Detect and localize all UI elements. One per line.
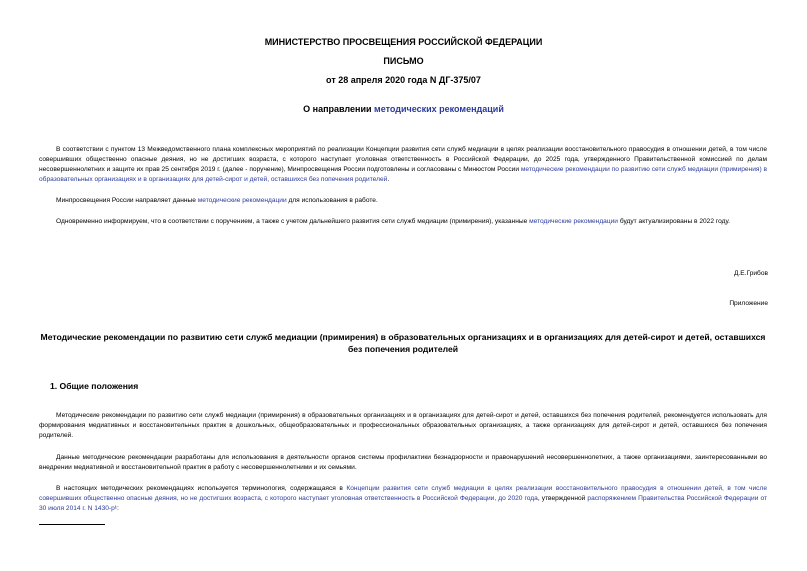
letter-paragraph-2	[39, 196, 767, 206]
rec-p3-mid: , утвержденной	[537, 495, 588, 502]
section-1-title: 1. Общие положения	[50, 381, 139, 391]
letter-paragraph-3	[39, 217, 767, 227]
letter-p3-end: будут актуализированы в 2022 году.	[617, 218, 730, 225]
letter-p1-text: В соответствии с пунктом 13 Межведомственного плана комплексных мероприятий по реализации Концепции развития сети служб медиации в целях реализации восстановительного правосудия в отношении детей, в том числе совершивших общественно опасные деяния, но не достигших возраста, с которого наступает уголовная ответственность в Российской Федерации, до 2025 года, утвержденного Правительственной комиссией по делам несовершеннолетних и защите их прав 25 сентября 2019 г. (далее - поручение), Минпросвещения России подготовлены и согласованы с Минюстом России	[39, 146, 767, 173]
recommendations-paragraph-3	[39, 484, 767, 514]
rec-p3-end: ¹:	[114, 505, 119, 512]
rec-p3-text: В настоящих методических рекомендациях используется терминология, содержащаяся в	[56, 485, 347, 492]
letter-p1-link[interactable]: методические рекомендации по развитию сети служб медиации (примирения) в образовательных организациях и в организациях для детей-сирот и детей, оставшихся без попечения родителей	[39, 166, 767, 183]
recommendations-title: Методические рекомендации по развитию сети служб медиации (примирения) в образовательных организациях и в организациях для детей-сирот и детей, оставшихся без попечения родителей	[40, 332, 766, 354]
letter-p3-text: Одновременно информируем, что в соответствии с поручением, а также с учетом дальнейшего развития сети служб медиации (примирения), указанные	[56, 218, 530, 225]
concept-link[interactable]: Концепции развития сети служб медиации в целях реализации восстановительного правосудия в отношении детей, в том числе совершивших общественно опасные деяния, но не достигших возраста, с которого наступает уголовная ответственность в Российской Федерации, до 2020 года	[39, 485, 767, 502]
government-order-link[interactable]: распоряжением Правительства Российской Федерации от 30 июля 2014 г. N 1430-р	[39, 495, 767, 512]
letter-p2-link[interactable]: методические рекомендации	[197, 197, 287, 204]
footnote-divider	[39, 524, 105, 525]
appendix-label: Приложение	[729, 300, 768, 307]
letter-p2-text: Минпросвещения России направляет данные	[56, 197, 198, 204]
document-subject	[0, 104, 807, 114]
recommendations-paragraph-1: Методические рекомендации по развитию сети служб медиации (примирения) в образовательных организациях и в организациях для детей-сирот и детей, оставшихся без попечения родителей, рекомендуется использовать для формирования медиативных и восстановительных практик в дошкольных, общеобразовательных и профессиональных образовательных организациях, а также организациях для детей-сирот и детей, оставшихся без попечения родителей.	[39, 412, 767, 439]
letter-paragraph-1	[39, 145, 767, 185]
letter-p3-link[interactable]: методические рекомендации	[529, 218, 618, 225]
subject-link[interactable]: методических рекомендаций	[374, 104, 504, 114]
signature: Д.Е.Грибов	[733, 270, 768, 277]
recommendations-paragraph-2: Данные методические рекомендации разработаны для использования в деятельности органов системы профилактики безнадзорности и правонарушений несовершеннолетних, а также организациями, заинтересованными во внедрении медиативной и восстановительной практик в работу с несовершеннолетними и их семьями.	[39, 454, 767, 471]
ministry-heading: МИНИСТЕРСТВО ПРОСВЕЩЕНИЯ РОССИЙСКОЙ ФЕДЕРАЦИИ	[264, 37, 543, 47]
document-type: ПИСЬМО	[383, 56, 424, 66]
subject-prefix: О направлении	[303, 104, 375, 114]
document-date-number: от 28 апреля 2020 года N ДГ-375/07	[326, 75, 481, 85]
letter-p2-end: для использования в работе.	[286, 197, 378, 204]
letter-p1-end: .	[387, 176, 390, 183]
